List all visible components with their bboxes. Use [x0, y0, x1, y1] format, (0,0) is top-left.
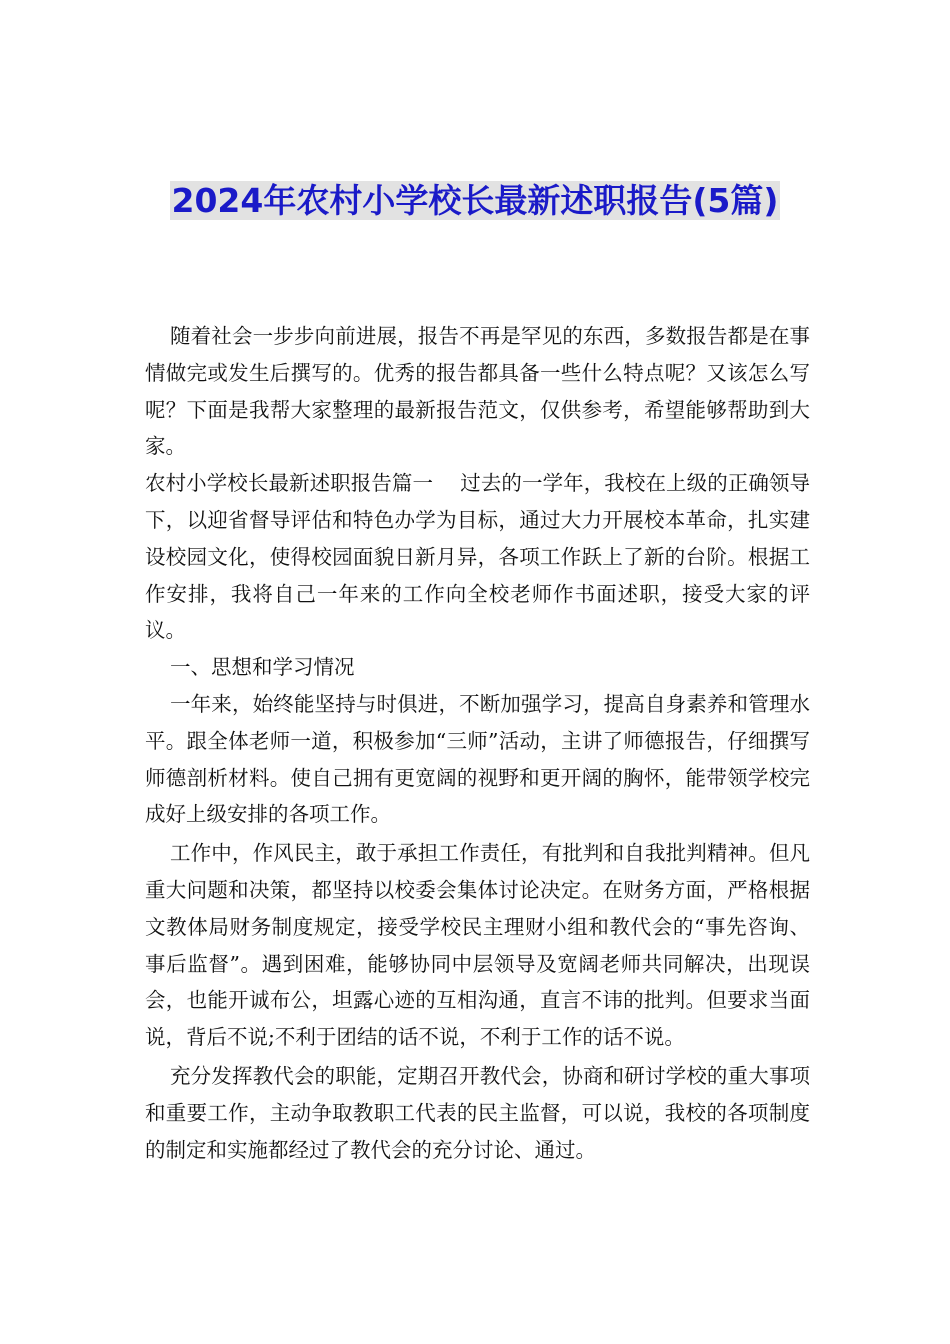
- document-title-text: 2024年农村小学校长最新述职报告(5篇): [171, 181, 779, 220]
- document-title: [130, 176, 820, 226]
- paragraph-staff-congress: 充分发挥教代会的职能，定期召开教代会，协商和研讨学校的重大事项和重要工作，主动争取教职工代表的民主监督，可以说，我校的各项制度的制定和实施都经过了教代会的充分讨论、通过。: [145, 1063, 810, 1162]
- paragraph-intro: 随着社会一步步向前进展，报告不再是罕见的东西，多数报告都是在事情做完或发生后撰写的。优秀的报告都具备一些什么特点呢？又该怎么写呢？下面是我帮大家整理的最新报告范文，仅供参考，希望能够帮助到大家。: [145, 324, 810, 459]
- paragraph-report-part-one: 农村小学校长最新述职报告篇一 过去的一学年，我校在上级的正确领导下，以迎省督导评估和特色办学为目标，通过大力开展校本革命，扎实建设校园文化，使得校园面貌日新月异，各项工作跃上了新的台阶。根据工作安排，我将自己一年来的工作向全校老师作书面述职，接受大家的评议。: [145, 471, 810, 643]
- paragraph-work-style: 工作中，作风民主，敢于承担工作责任，有批判和自我批判精神。但凡重大问题和决策，都坚持以校委会集体讨论决定。在财务方面，严格根据文教体局财务制度规定，接受学校民主理财小组和教代会的“事先咨询、事后监督”。遇到困难，能够协同中层领导及宽阔老师共同解决，出现误会，也能开诚布公，坦露心迹的互相沟通，直言不讳的批判。但要求当面说，背后不说;不利于团结的话不说，不利于工作的话不说。: [145, 841, 810, 1050]
- document-body: [145, 318, 810, 1168]
- section-heading-thought-study: 一、思想和学习情况: [170, 655, 355, 680]
- paragraph-study: 一年来，始终能坚持与时俱进，不断加强学习，提高自身素养和管理水平。跟全体老师一道，积极参加“三师”活动，主讲了师德报告，仔细撰写师德剖析材料。使自己拥有更宽阔的视野和更开阔的胸怀，能带领学校完成好上级安排的各项工作。: [145, 691, 810, 827]
